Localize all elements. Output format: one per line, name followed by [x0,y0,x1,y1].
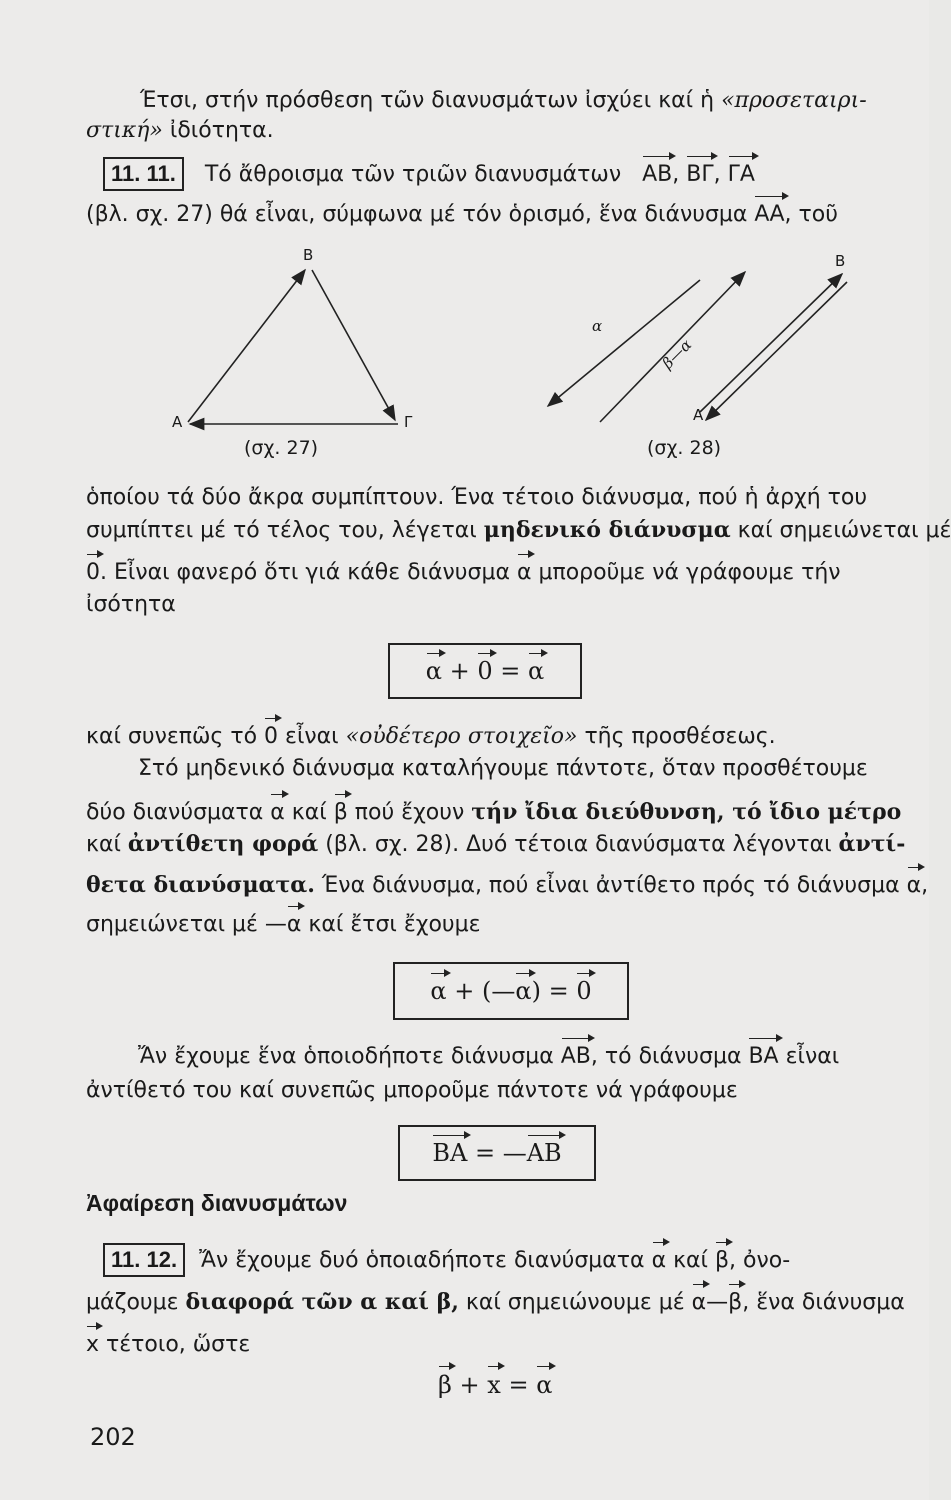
text-span: σημειώνεται μέ [86,912,258,937]
text-span: Ένα διάνυσμα, πού εἶναι ἀντίθετο πρός τό διάνυσμα [321,873,900,898]
text-line [86,1287,905,1318]
text-span: , [921,873,929,898]
text-span: καί [291,800,327,825]
text-line [86,1076,738,1106]
text-span: Τό ἄθροισμα τῶν τριῶν διανυσμάτων [204,162,622,187]
vector-GA: ΓΑ [728,160,755,190]
vector-beta: β [438,1371,452,1399]
vector-zero: 0 [576,977,592,1005]
text-span: ἰδιότητα. [162,118,274,143]
text-span: , ἕνα διάνυσμα [742,1290,905,1315]
text-line [86,797,901,828]
vector-BG-arrow [312,270,395,420]
label-alpha: α [592,317,603,335]
text-span: τῆς προσθέσεως. [584,724,776,749]
bold-term: ἀντίθετη φορά [127,831,319,857]
text-span: καί [86,832,121,857]
vector-AB: ΑΒ [642,160,672,190]
text-line [86,1330,250,1360]
bold-term: μηδενικό διάνυσμα [483,517,731,543]
text-line [86,870,928,901]
minus-sign: — [264,912,287,937]
italic-term: «προσεταιρι- [721,88,867,113]
paren-close: ) [531,977,541,1005]
text-span: . Εἶναι φανερό ὅτι γιά κάθε διάνυσμα [100,560,510,585]
formula-opposite [393,962,629,1020]
minus-sign: — [706,1290,729,1315]
vector-BG: ΒΓ [686,160,713,190]
equals-sign: = [548,977,569,1005]
vector-alpha: α [528,657,545,685]
equals-sign: = [474,1139,496,1167]
text-line [86,558,841,588]
section-number: 11. 12. [103,1243,185,1277]
vector-alpha: α [287,910,302,940]
vector-x: x [487,1371,501,1399]
text-span: καί συνεπῶς τό [86,724,258,749]
text-span: , ὀνο- [729,1248,791,1273]
label-B: Β [303,246,314,264]
text-span: , τοῦ [784,202,838,227]
bold-term: τήν ἴδια διεύθυνση, τό ἴδιο μέτρο [471,799,902,825]
vector-beta: β [334,798,348,828]
vector-AA: ΑΑ [754,200,784,230]
equals-sign: = [500,657,521,685]
text-span: μάζουμε [86,1290,179,1315]
text-span: , τό διάνυσμα [590,1044,742,1069]
section-number: 11. 11. [103,157,184,191]
vector-BA: ΒΑ [432,1139,468,1167]
vector-alpha: α [536,1371,553,1399]
vector-alpha: α [270,798,285,828]
equals-sign: = [508,1371,529,1399]
text-line [86,200,838,230]
text-span: (βλ. σχ. 27) θά εἶναι, σύμφωνα μέ τόν ὁρισμό, ἕνα διάνυσμα [86,202,748,227]
vector-alpha: α [652,1246,667,1276]
italic-term: «οὐδέτερο στοιχεῖο» [345,724,578,749]
text-line [86,483,867,513]
vector-x: x [86,1330,99,1360]
vector-alpha: α [515,977,532,1005]
vector-AB: ΑΒ [526,1139,562,1167]
text-span: , [713,162,721,187]
text-span: καί σημειώνεται μέ [737,518,951,543]
vector-beta: β [715,1246,729,1276]
label-B-fig28: Β [835,252,846,270]
vector-zero: 0 [477,657,493,685]
text-line [140,86,867,116]
label-A-fig28: Α [693,406,704,424]
vector-BA-fig28 [706,282,847,420]
label-A: Α [172,413,183,431]
vector-AB: ΑΒ [561,1042,591,1072]
bold-term: θετα διανύσματα. [86,872,315,898]
paren-open: (— [481,977,516,1005]
text-line [138,1042,839,1072]
label-G: Γ [404,413,413,431]
text-span: καί [673,1248,708,1273]
text-span: εἶναι [285,724,339,749]
text-span: ἀντίθετό του καί συνεπῶς μποροῦμε πάντοτε νά γράφουμε [86,1078,738,1103]
plus-sign: + [459,1371,480,1399]
text-span: ὁποίου τά δύο ἄκρα συμπίπτουν. Ένα τέτοιο διάνυσμα, πού ἡ ἀρχή του [86,485,868,510]
text-span: καί σημειώνουμε μέ [465,1290,685,1315]
minus-sign: — [502,1139,527,1167]
text-span: καί ἔτσι ἔχουμε [308,912,481,937]
text-span: πού ἔχουν [354,800,465,825]
vector-zero: 0 [264,722,278,752]
figure-27-triangle [170,250,430,440]
text-line [103,157,755,191]
text-span: , [672,162,680,187]
vector-alpha: α [517,558,532,588]
text-span: Ἄν ἔχουμε δυό ὁποιαδήποτε διανύσματα [199,1248,645,1273]
vector-AB-arrow [188,270,305,422]
figure-27-caption: (σχ. 27) [244,437,319,459]
text-line [86,590,176,620]
vector-alpha: α [692,1288,707,1318]
vector-AB-fig28 [700,274,842,412]
vector-BA: ΒΑ [748,1042,778,1072]
text-span: τέτοιο, ὥστε [106,1332,251,1357]
formula-difference [438,1370,552,1400]
plus-sign: + [454,977,475,1005]
text-span: συμπίπτει μέ τό τέλος του, λέγεται [86,518,477,543]
text-line [86,910,481,940]
text-span: Στό μηδενικό διάνυσμα καταλήγουμε πάντοτε, ὅταν προσθέτουμε [138,756,868,781]
text-span: Έτσι, στήν πρόσθεση τῶν διανυσμάτων ἰσχύει καί ἡ [140,88,715,113]
text-span: Ἄν ἔχουμε ἕνα ὁποιοδήποτε διάνυσμα [138,1044,554,1069]
page-number: 202 [90,1423,136,1451]
figure-28-vectors [540,260,870,440]
section-heading: Ἀφαίρεση διανυσμάτων [86,1190,348,1216]
bold-term: διαφορά τῶν α καί β, [185,1289,459,1315]
text-line [86,722,776,752]
text-line [138,754,868,784]
figure-28-caption: (σχ. 28) [647,437,722,459]
text-span: μποροῦμε νά γράφουμε τήν [538,560,841,585]
plus-sign: + [449,657,470,685]
formula-BA [398,1125,596,1181]
text-line [103,1243,790,1277]
text-span: δύο διανύσματα [86,800,264,825]
text-span: (βλ. σχ. 28). Δυό τέτοια διανύσματα λέγονται [325,832,832,857]
text-span: ἰσότητα [86,592,176,617]
vector-alpha: α [430,977,447,1005]
text-line [86,829,905,860]
vector-alpha: α [425,657,442,685]
text-line [86,116,274,146]
label-beta-minus-alpha: β—α [658,335,696,373]
italic-term: στική» [86,118,163,143]
vector-beta: β [728,1288,742,1318]
formula-identity [388,643,582,699]
vector-zero: 0 [86,558,100,588]
text-span: εἶναι [785,1044,840,1069]
bold-term: ἀντί- [838,831,906,857]
vector-alpha: α [907,871,922,901]
text-line [86,515,951,546]
